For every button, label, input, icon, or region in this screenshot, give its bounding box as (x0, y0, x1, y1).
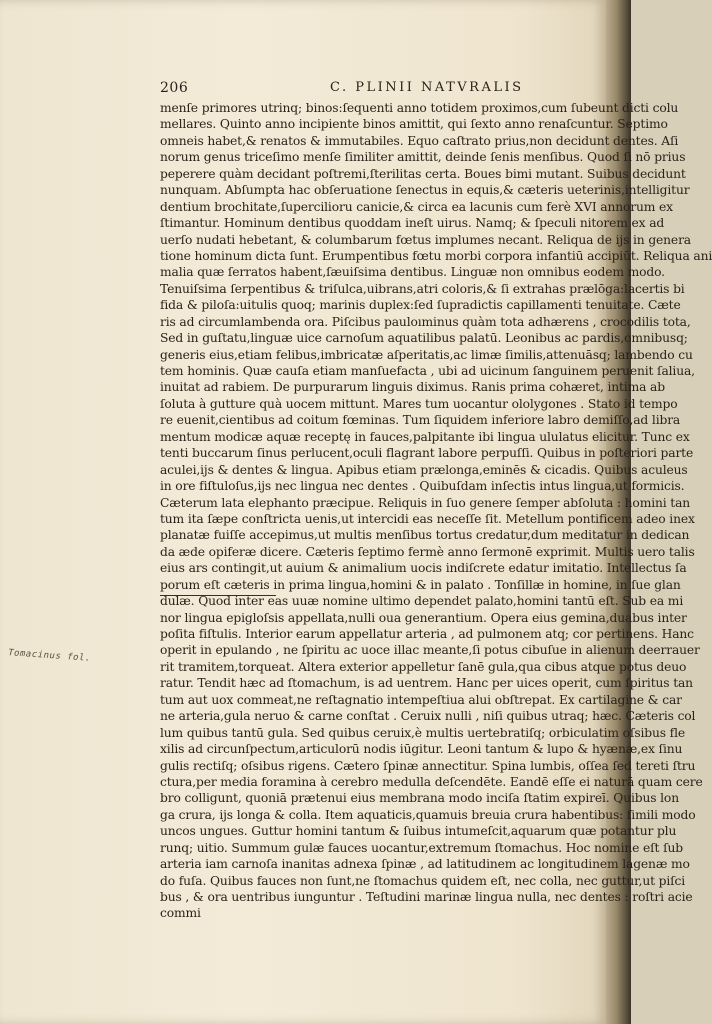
text-line: ne arteria,gula neruo & carne conſtat . Ceruix nulli , niſi quibus utraq; hæc. Cæteris col (160, 709, 696, 724)
text-line: tenti buccarum ſinus perlucent,oculi flagrant labore perpuſſi. Quibus in poſteriori parte (160, 446, 694, 461)
text-line: gulis rectiſq; oſsibus rigens. Cætero ſpinæ annectitur. Spina lumbis, oſſea ſed tereti ſtru (160, 758, 696, 773)
text-line: ſtimantur. Hominum dentibus quoddam ineſt uirus. Namq; & ſpeculi nitorem ex ad (160, 216, 665, 231)
text-line: mellares. Quinto anno incipiente binos amittit, qui ſexto anno renaſcuntur. Septimo (160, 117, 668, 132)
marginal-annotation: Tomacinus fol. (7, 648, 92, 664)
text-line: commi (160, 906, 201, 921)
text-line: fida & piloſa:uitulis quoq; marinis duplex:ſed ſupradictis capillamenti tenuitate. Cæte (160, 298, 681, 313)
text-line: generis eius,etiam felibus,imbricatæ aſperitatis,ac limæ ſimilis,attenuāsq; lambendo cu (160, 347, 693, 362)
text-line: dentium brochitate,ſupercilioru canicie,& circa ea lacunis cum ferè XVI annorum ex (160, 199, 673, 214)
text-line: ga crura, ijs longa & colla. Item aquaticis,quamuis breuia crura habentibus: ſimili modo (160, 807, 696, 822)
text-line: inuitat ad rabiem. De purpurarum linguis diximus. Ranis prima cohæret, intima ab (160, 380, 665, 395)
text-line: runq; uitio. Summum gulæ fauces uocantur,extremum ſtomachus. Hoc nomine eſt ſub (160, 840, 683, 855)
text-line: re euenit,cientibus ad coitum fœminas. Tum ſiquidem inferiore labro demiſſo,ad libra (160, 413, 681, 428)
text-line: tem hominis. Quæ cauſa etiam manſuefacta , ubi ad uicinum ſanguinem peruenit ſaliua, (160, 364, 695, 378)
text-line: poſita fiſtulis. Interior earum appellatur arteria , ad pulmonem atq; cor pertinens. Hanc (160, 627, 694, 641)
text-line: in ore fiſtuloſus,ijs nec lingua nec dentes . Quibuſdam inſectis intus lingua,ut formicis. (160, 479, 685, 494)
text-line: bro colligunt, quoniā prætenui eius membrana modo inciſa ſtatim expireī. Quibus lon (160, 791, 679, 806)
text-line: tione hominum dicta ſunt. Erumpentibus fœtu morbi corpora infantiū accipiūt. Reliqua ani (160, 248, 712, 263)
running-title: C. PLINII NATVRALIS (330, 80, 524, 95)
text-line: eius ars contingit,ut auium & animalium uocis indiſcrete edatur imitatio. Intellectus ſa (160, 561, 687, 576)
text-line: ſoluta à gutture quà uocem mittunt. Mares tum uocantur ololygones . Stato id tempo (160, 396, 678, 411)
text-line: uerſo nudati hebetant, & columbarum fœtus implumes necant. Reliqua de ijs in genera (160, 232, 691, 247)
page-number: 206 (160, 80, 189, 96)
body-text (160, 100, 712, 921)
text-line: bus , & ora uentribus iunguntur . Teſtudini marinæ lingua nulla, nec dentes : roſtri acie (160, 890, 693, 904)
text-line: ratur. Tendit hæc ad ſtomachum, is ad uentrem. Hanc per uices operit, cum ſpiritus tan (160, 676, 693, 691)
text-line: Cæterum lata elephanto præcipue. Reliquis in ſuo genere ſemper abſoluta : homini tan (160, 495, 691, 510)
text-line: peperere quàm decidant poſtremi,ſterilitas certa. Boues bimi mutant. Suibus decidunt (160, 166, 686, 181)
text-line: ris ad circumlambenda ora. Piſcibus pauloıminus quàm tota adhærens , crocodilis tota, (160, 314, 691, 329)
text-line: rit tramitem,torqueat. Altera exterior appelletur ſanē gula,qua cibus atque potus deuo (160, 659, 687, 674)
text-line: dulæ. Quod inter eas uuæ nomine ultimo dependet palato,homini tantū eſt. Sub ea mi (160, 594, 684, 609)
text-line: norum genus triceſimo menſe ſimiliter amittit, deinde ſenis menſibus. Quod ſi nō prius (160, 150, 686, 165)
text-line: da æde opiferæ dicere. Cæteris ſeptimo fermè anno ſermonē exprimit. Multis uero talis (160, 544, 695, 559)
text-line: nunquam. Abſumpta hac obſeruatione ſenectus in equis,& cæteris ueterinis,intelligitur (160, 183, 690, 198)
text-line: malia quæ ſerratos habent,ſæuiſsima dentibus. Linguæ non omnibus eodem modo. (160, 265, 665, 280)
text-line: do fuſa. Quibus fauces non ſunt,ne ſtomachus quidem eſt, nec colla, nec guttur,ut piſci (160, 873, 686, 888)
text-line: omneis habet,& renatos & immutabiles. Equo caſtrato prius,non decidunt dentes. Aſi (160, 133, 679, 148)
text-line: ctura,per media foramina à cerebro medulla deſcendēte. Eandē eſſe ei naturā quam cere (160, 774, 703, 789)
text-line: operit in epulando , ne ſpiritu ac uoce illac meante,ſi potus cibuſue in alienum deerrauer (160, 643, 700, 658)
text-line: uncos ungues. Guttur homini tantum & ſuibus intumeſcit,aquarum quæ potantur plu (160, 824, 677, 839)
text-line: menſe primores utrinq; binos:ſequenti anno totidem proximos,cum ſubeunt dicti colu (160, 101, 679, 115)
text-line: nor lingua epigloſsis appellata,nulli oua generantium. Opera eius gemina,duabus inter (160, 610, 687, 625)
text-line: lum quibus tantū gula. Sed quibus ceruix,è multis uertebratiſq; orbiculatim oſsibus fle (160, 725, 685, 740)
text-line: Sed in guſtatu,linguæ uice carnoſum aquatilibus palatū. Leonibus ac pardis,omnibusq; (160, 331, 688, 346)
text-line: planatæ fuiſſe accepimus,ut multis menſibus tortus credatur,dum meditatur in dedican (160, 528, 690, 543)
text-line: arteria iam carnoſa inanitas adnexa ſpinæ , ad latitudinem ac longitudinem lagenæ mo (160, 857, 690, 872)
text-line: Tenuiſsima ſerpentibus & triſulca,uibrans,atri coloris,& ſi extrahas prælōga:lacertis bi (160, 281, 685, 296)
text-line: aculei,ijs & dentes & lingua. Apibus etiam prælonga,eminēs & cicadis. Quibus aculeus (160, 462, 688, 477)
text-line: tum ita ſæpe conſtricta uenis,ut intercidi eas neceſſe ſit. Metellum pontificem adeo inex (160, 511, 695, 526)
text-line: tum aut uox commeat,ne reſtagnatio intempeſtiua alui obſtrepat. Ex cartilagine & car (160, 692, 682, 707)
text-line: xilis ad circunſpectum,articulorū nodis iūgitur. Leoni tantum & lupo & hyænæ,ex ſinu (160, 742, 683, 757)
text-line: mentum modicæ aquæ receptę in fauces,palpitante ibi lingua ululatus elicitur. Tunc ex (160, 429, 690, 444)
text-line: porum eſt cæteris in prima lingua,homini & in palato . Tonſillæ in homine, in ſue glan (160, 577, 681, 592)
